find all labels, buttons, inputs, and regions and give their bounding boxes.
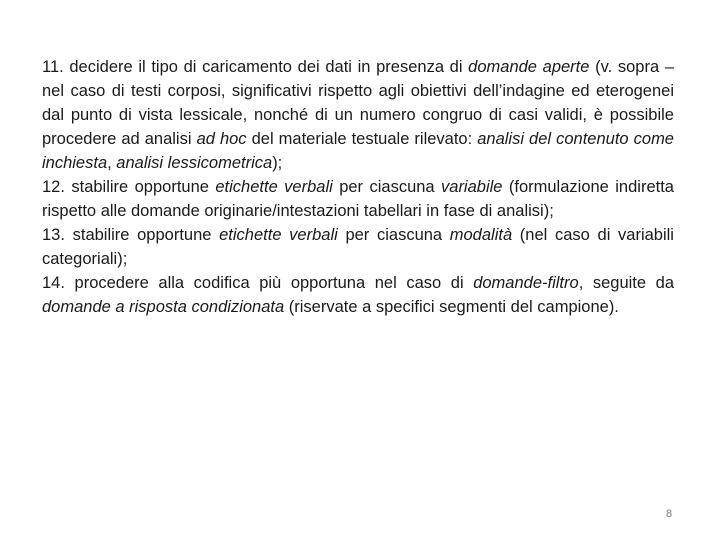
- item-13: 13. stabilire opportune etichette verbali per ciascuna modalità (nel caso di variabili categoriali);: [42, 226, 674, 268]
- italic-run: etichette verbali: [215, 178, 333, 196]
- italic-run: analisi lessicometrica: [116, 154, 273, 172]
- italic-run: ad hoc: [196, 130, 247, 148]
- italic-run: modalità: [449, 226, 513, 244]
- italic-run: domande-filtro: [473, 274, 579, 292]
- italic-run: domande aperte: [468, 58, 590, 76]
- item-11: 11. decidere il tipo di caricamento dei dati in presenza di domande aperte (v. sopra – nel caso di testi corposi, significativi rispetto agli obiettivi dell’indagine ed eterogenei dal punto di vista lessicale, nonché di un numero congruo di casi validi, è possibile procedere ad analisi ad hoc del materiale testuale rilevato: analisi del contenuto come inchiesta, analisi lessicometrica);: [42, 58, 674, 172]
- page-number: 8: [666, 508, 673, 520]
- slide-body: [42, 55, 674, 319]
- italic-run: variabile: [441, 178, 503, 196]
- item-14: 14. procedere alla codifica più opportuna nel caso di domande-filtro, seguite da domande a risposta condizionata (riservate a specifici segmenti del campione).: [42, 274, 675, 316]
- italic-run: etichette verbali: [219, 226, 338, 244]
- item-12: 12. stabilire opportune etichette verbali per ciascuna variabile (formulazione indiretta rispetto alle domande originarie/intestazioni tabellari in fase di analisi);: [42, 178, 674, 220]
- italic-run: analisi del contenuto come inchiesta: [42, 130, 674, 172]
- italic-run: domande a risposta condizionata: [42, 298, 285, 316]
